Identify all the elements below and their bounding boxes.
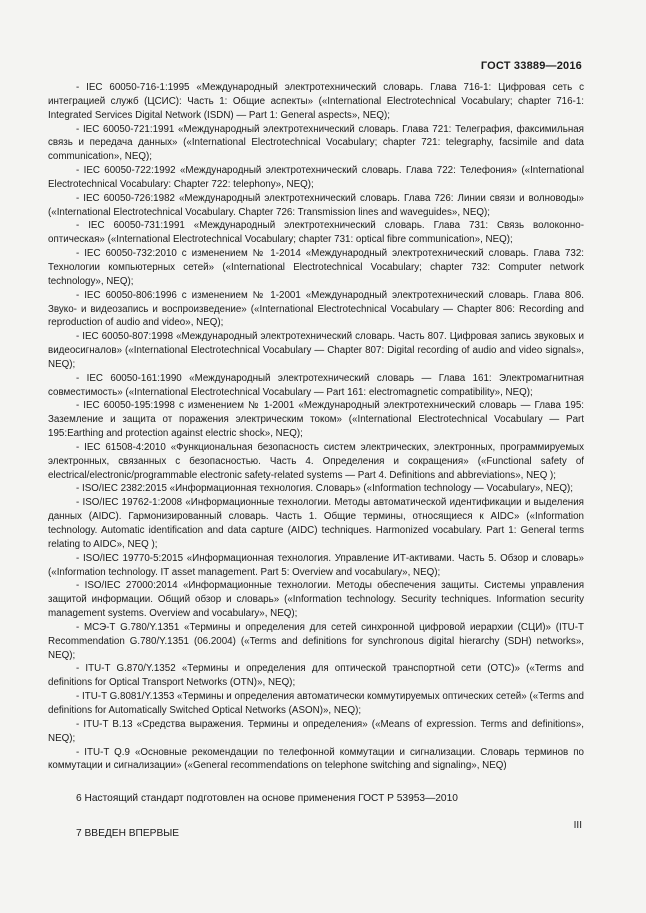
reference-item: - IEC 61508-4:2010 «Функциональная безопасность систем электрических, электронных, программируемых электронных, связанных с безопасностью. Часть 4. Определения и сокращения» («Functional safety of electrical/electronic/programmable electronic safety-related systems — Part 4. Definitions and abbreviations», NEQ ); bbox=[48, 441, 584, 481]
reference-item: - ITU-T G.8081/Y.1353 «Термины и определения автоматически коммутируемых оптических сетей» («Terms and definitions for Automatically Switched Optical Networks (ASON)», NEQ); bbox=[48, 691, 584, 716]
reference-item: - ISO/IEC 27000:2014 «Информационные технологии. Методы обеспечения защиты. Системы управления защитой информации. Общий обзор и словарь» («Information technology. Security techniques. Information security management systems. Overview and vocabulary», NEQ); bbox=[48, 580, 584, 620]
reference-item: - ISO/IEC 2382:2015 «Информационная технология. Словарь» («Information technology — Vocabulary», NEQ); bbox=[76, 483, 574, 495]
section-7-text: 7 ВВЕДЕН ВПЕРВЫЕ bbox=[76, 828, 180, 840]
reference-item: - ISO/IEC 19770-5:2015 «Информационная технология. Управление ИТ-активами. Часть 5. Обзор и словарь» («Information technology. IT asset management. Part 5: Overview and vocabulary», NEQ); bbox=[48, 552, 584, 578]
reference-item: - IEC 60050-721:1991 «Международный электротехнический словарь. Глава 721: Телеграфия, факсимильная связь и передача данных» («International Electrotechnical Vocabulary; chapter 721: telegraphy, facsimile and data communication», NEQ); bbox=[48, 123, 584, 163]
reference-item: - ITU-T G.870/Y.1352 «Термины и определения для оптической транспортной сети (ОТС)» («Terms and definitions for Optical Transport Networks (OTN)», NEQ); bbox=[48, 663, 584, 689]
document-header: ГОСТ 33889—2016 bbox=[480, 60, 582, 72]
reference-item: - ISO/IEC 19762-1:2008 «Информационные технологии. Методы автоматической идентификации и выделения данных (AIDC). Гармонизированный словарь. Часть 1. Общие термины, относящиеся к AIDC» («Information technology. Automatic identification and data capture (AIDC) techniques. Harmonized vocabulary. Part 1: General terms relating to AIDC», NEQ ); bbox=[48, 497, 584, 550]
reference-item: - МСЭ-Т G.780/Y.1351 «Термины и определения для сетей синхронной цифровой иерархии (СЦИ)» (ITU-T Recommendation G.780/Y.1351 (06.2004) («Terms and definitions for synchronous digital hierarchy (SDH) networks», NEQ); bbox=[48, 621, 584, 661]
reference-item: - IEC 60050-806:1996 с изменением № 1-2001 «Международный электротехнический словарь. Глава 806. Звуко- и видеозапись и воспроизведение» («International Electrotechnical Vocabulary — Chapter 806: Recording and reproduction of audio and video», NEQ); bbox=[48, 289, 584, 329]
reference-item: - ITU-T Q.9 «Основные рекомендации по телефонной коммутации и сигнализации. Словарь терминов по коммутации и сигнализации» («General recommendations on telephone switching and signaling», NEQ) bbox=[48, 746, 584, 772]
reference-item: - IEC 60050-731:1991 «Международный электротехнический словарь. Глава 731: Связь волоконно-оптическая» («International Electrotechnical Vocabulary; chapter 731: optical fibre communication», NEQ); bbox=[48, 220, 584, 246]
reference-item: - IEC 60050-722:1992 «Международный электротехнический словарь. Глава 722: Телефония» («International Electrotechnical Vocabulary: Chapter 722: telephony», NEQ); bbox=[48, 165, 584, 190]
section-6-text: 6 Настоящий стандарт подготовлен на основе применения ГОСТ Р 53953—2010 bbox=[76, 793, 458, 805]
reference-item: - IEC 60050-726:1982 «Международный электротехнический словарь. Глава 726: Линии связи и волноводы» («International Electrotechnical Vocabulary. Chapter 726: Transmission lines and waveguides», NEQ); bbox=[48, 192, 584, 218]
references-list bbox=[48, 81, 584, 773]
reference-item: - IEC 60050-195:1998 с изменением № 1-2001 «Международный электротехнический словарь — Глава 195: Заземление и защита от поражения электрическим током» («International Electrotechnical Vocabulary — Part 195:Earthing and protection against electric shock», NEQ); bbox=[48, 400, 584, 440]
reference-item: - IEC 60050-732:2010 с изменением № 1-2014 «Международный электротехнический словарь. Глава 732: Технологии компьютерных сетей» («International Electrotechnical Vocabulary; chapter 732: Computer network technology», NEQ); bbox=[48, 248, 584, 287]
reference-item: - IEC 60050-807:1998 «Международный электротехнический словарь. Часть 807. Цифровая запись звуковых и видеосигналов» («International Electrotechnical Vocabulary — Chapter 807: Digital recording of audio and video signals», NEQ); bbox=[48, 331, 584, 370]
document-body bbox=[48, 81, 584, 841]
reference-item: - IEC 60050-716-1:1995 «Международный электротехнический словарь. Глава 716-1: Цифровая сеть с интеграцией служб (ЦСИС): Часть 1: Общие аспекты» («International Electrotechnical Vocabulary; chapter 716-1: Integrated Services Digital Network (ISDN) — Part 1: General aspects», NEQ); bbox=[48, 82, 584, 121]
page-number: III bbox=[573, 820, 582, 831]
reference-item: - ITU-T B.13 «Средства выражения. Термины и определения» («Means of expression. Terms and definitions», NEQ); bbox=[48, 718, 584, 744]
reference-item: - IEC 60050-161:1990 «Международный электротехнический словарь — Глава 161: Электромагнитная совместимость» («International Electrotechnical Vocabulary — Part 161: electromagnetic compatibility», NEQ); bbox=[48, 372, 584, 398]
